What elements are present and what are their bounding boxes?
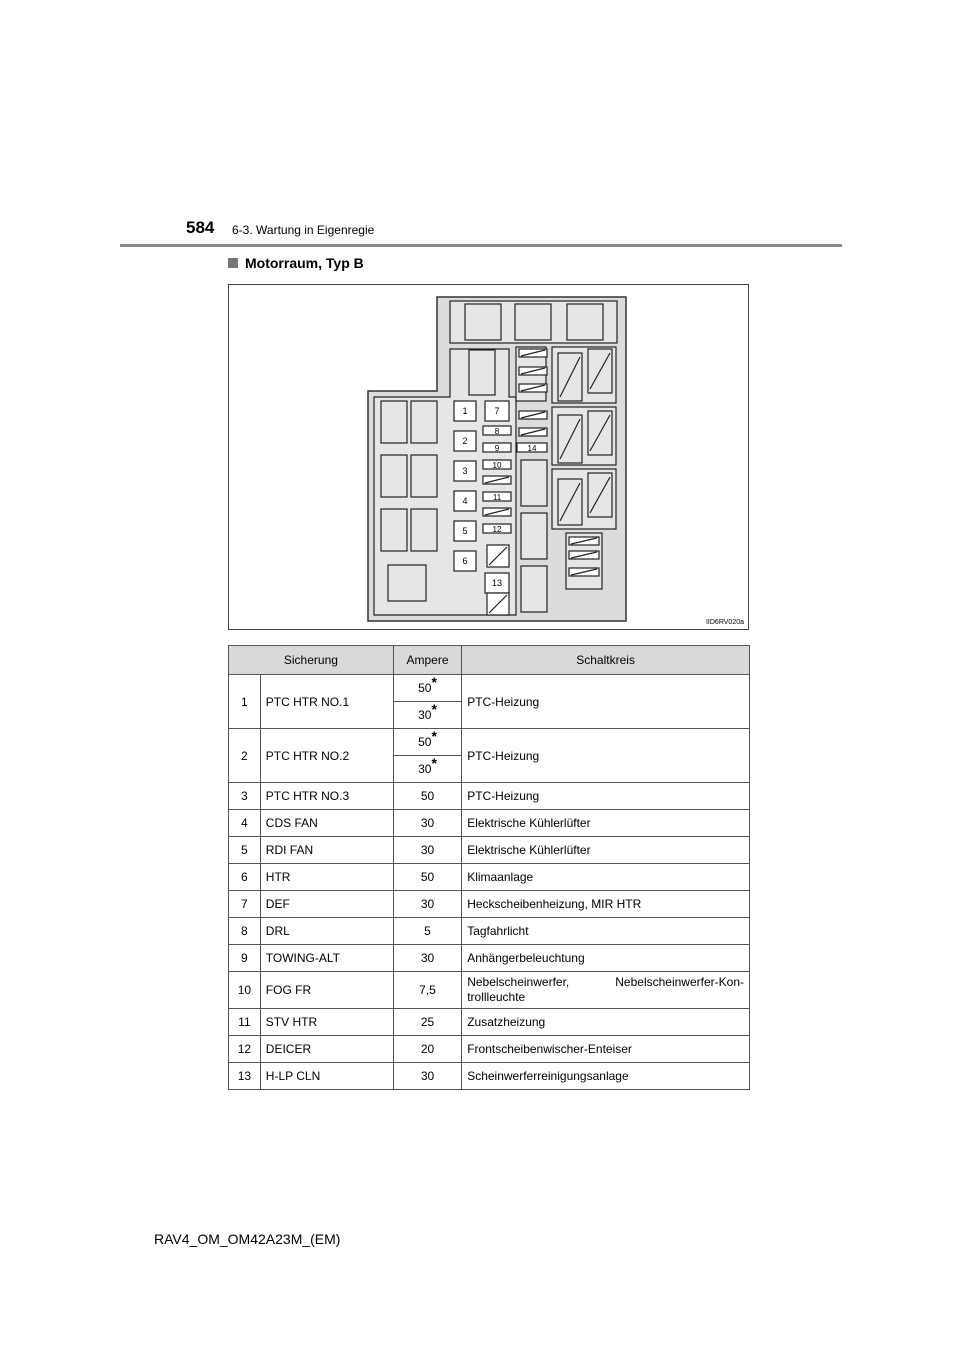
fuse-number: 5 (229, 837, 261, 864)
figure-id: IID6RV020a (705, 619, 744, 626)
fuse-ampere: 30* (393, 756, 461, 783)
fuse-number: 1 (229, 675, 261, 729)
fuse-number: 11 (229, 1009, 261, 1036)
table-row (229, 1036, 750, 1063)
table-row (229, 810, 750, 837)
fuse-name: PTC HTR NO.1 (260, 675, 393, 729)
fuse-name: DEICER (260, 1036, 393, 1063)
fuse-ampere: 20 (393, 1036, 461, 1063)
fuse-name: H-LP CLN (260, 1063, 393, 1090)
fuse-ampere: 30 (393, 945, 461, 972)
fuse-label-5: 5 (462, 526, 468, 536)
fuse-name: DRL (260, 918, 393, 945)
fuse-label-2: 2 (462, 436, 468, 446)
fuse-name: PTC HTR NO.2 (260, 729, 393, 783)
fuse-label-6: 6 (462, 556, 468, 566)
fuse-box-figure (228, 284, 749, 630)
fuse-name: FOG FR (260, 972, 393, 1009)
fuse-number: 13 (229, 1063, 261, 1090)
fuse-number: 8 (229, 918, 261, 945)
fuse-label-13: 13 (491, 578, 503, 588)
fuse-label-3: 3 (462, 466, 468, 476)
asterisk-note: * (431, 674, 437, 690)
asterisk-note: * (431, 701, 437, 717)
table-header-row (229, 646, 750, 675)
fuse-box-diagram (229, 285, 750, 631)
fuse-number: 4 (229, 810, 261, 837)
fuse-name: PTC HTR NO.3 (260, 783, 393, 810)
fuse-number: 6 (229, 864, 261, 891)
fuse-ampere: 50 (393, 783, 461, 810)
fuse-number: 3 (229, 783, 261, 810)
table-row (229, 837, 750, 864)
square-bullet-icon (228, 258, 238, 268)
header-fuse: Sicherung (229, 646, 394, 675)
footer-document-code: RAV4_OM_OM42A23M_(EM) (154, 1231, 341, 1247)
fuse-number: 7 (229, 891, 261, 918)
fuse-ampere: 30 (393, 837, 461, 864)
asterisk-note: * (431, 728, 437, 744)
fuse-label-1: 1 (462, 406, 468, 416)
fuse-label-9: 9 (494, 444, 500, 453)
table-row (229, 1063, 750, 1090)
fuse-circuit: Nebelscheinwerfer, Nebelscheinwerfer-Kon-trollleuchte (462, 972, 750, 1009)
header-ampere: Ampere (393, 646, 461, 675)
fuse-circuit: Scheinwerferreinigungsanlage (462, 1063, 750, 1090)
subsection-title: Motorraum, Typ B (245, 255, 364, 271)
table-row (229, 918, 750, 945)
table-row (229, 972, 750, 1009)
fuse-ampere: 25 (393, 1009, 461, 1036)
table-row (229, 729, 750, 756)
fuse-ampere: 5 (393, 918, 461, 945)
table-row (229, 945, 750, 972)
header-rule (120, 244, 842, 247)
fuse-ampere: 7,5 (393, 972, 461, 1009)
fuse-circuit: Heckscheibenheizung, MIR HTR (462, 891, 750, 918)
fuse-label-7: 7 (494, 406, 500, 416)
fuse-name: DEF (260, 891, 393, 918)
section-title: 6-3. Wartung in Eigenregie (232, 223, 375, 237)
fuse-circuit: PTC-Heizung (462, 729, 750, 783)
table-row (229, 1009, 750, 1036)
table-row (229, 783, 750, 810)
fuse-circuit: Elektrische Kühlerlüfter (462, 810, 750, 837)
fuse-ampere: 30 (393, 810, 461, 837)
fuse-table (228, 645, 750, 1090)
fuse-circuit: Zusatzheizung (462, 1009, 750, 1036)
table-row (229, 675, 750, 702)
fuse-circuit: Elektrische Kühlerlüfter (462, 837, 750, 864)
fuse-ampere: 50* (393, 675, 461, 702)
fuse-ampere: 50* (393, 729, 461, 756)
fuse-name: CDS FAN (260, 810, 393, 837)
header-circuit: Schaltkreis (462, 646, 750, 675)
fuse-label-14: 14 (527, 444, 537, 453)
fuse-ampere: 30 (393, 1063, 461, 1090)
fuse-circuit: Frontscheibenwischer-Enteiser (462, 1036, 750, 1063)
fuse-number: 9 (229, 945, 261, 972)
fuse-circuit: Klimaanlage (462, 864, 750, 891)
asterisk-note: * (431, 755, 437, 771)
page-number: 584 (186, 218, 215, 237)
table-row (229, 891, 750, 918)
fuse-number: 12 (229, 1036, 261, 1063)
fuse-ampere: 30* (393, 702, 461, 729)
fuse-number: 10 (229, 972, 261, 1009)
fuse-name: TOWING-ALT (260, 945, 393, 972)
fuse-label-12: 12 (492, 525, 502, 534)
subsection-heading (228, 255, 364, 271)
fuse-circuit: PTC-Heizung (462, 675, 750, 729)
fuse-circuit: Tagfahrlicht (462, 918, 750, 945)
fuse-name: HTR (260, 864, 393, 891)
fuse-circuit: PTC-Heizung (462, 783, 750, 810)
fuse-name: STV HTR (260, 1009, 393, 1036)
fuse-label-11: 11 (492, 493, 502, 502)
fuse-number: 2 (229, 729, 261, 783)
fuse-label-4: 4 (462, 496, 468, 506)
fuse-label-8: 8 (494, 427, 500, 436)
fuse-ampere: 50 (393, 864, 461, 891)
fuse-circuit: Anhängerbeleuchtung (462, 945, 750, 972)
fuse-ampere: 30 (393, 891, 461, 918)
fuse-label-10: 10 (492, 461, 502, 470)
fuse-name: RDI FAN (260, 837, 393, 864)
table-row (229, 864, 750, 891)
